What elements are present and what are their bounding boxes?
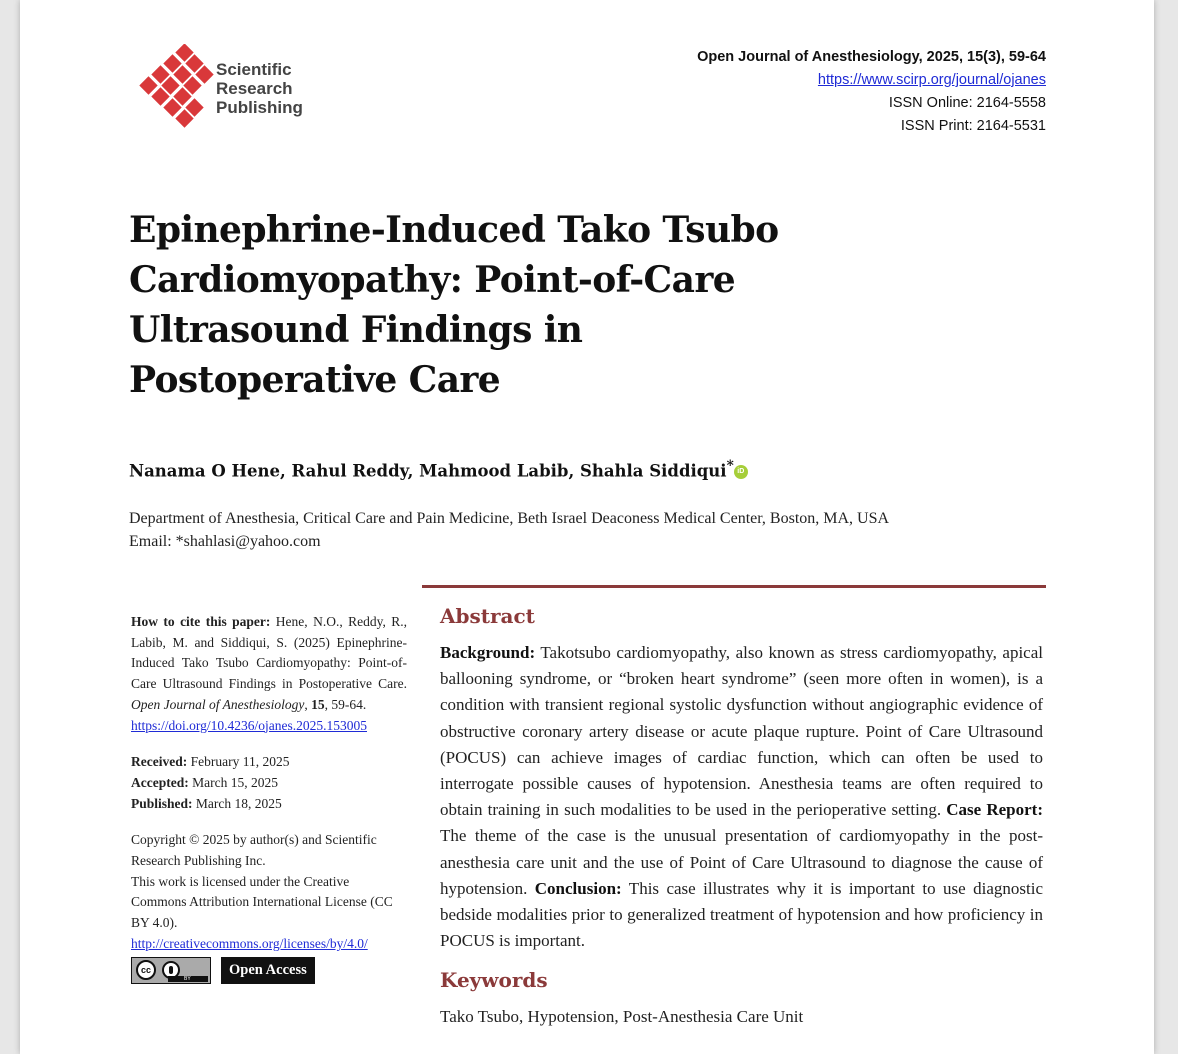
license-text: This work is licensed under the Creative Commons Attribution International License (CC BY 4.0).: [131, 873, 393, 931]
publisher-name: [216, 60, 303, 117]
accepted-label: Accepted:: [131, 774, 189, 790]
publisher-name-line: Research: [216, 79, 293, 98]
affiliation-block: [129, 507, 889, 553]
author-list: [129, 458, 748, 481]
title-line: Postoperative Care: [129, 359, 501, 401]
accepted-date: March 15, 2025: [192, 774, 278, 790]
case-report-text: The theme of the case is the unusual presentation of cardiomyopathy in the post-anesthesia care unit and the use of Point of Care Ultrasound to diagnose the cause of hypotension.: [440, 826, 1043, 898]
cite-label: How to cite this paper:: [131, 614, 271, 629]
author-email: Email: *shahlasi@yahoo.com: [129, 533, 321, 550]
published-label: Published:: [131, 795, 193, 811]
article-sidebar: [131, 612, 407, 1000]
section-divider: [422, 585, 1046, 588]
cc-by-badge[interactable]: [131, 957, 211, 984]
orcid-icon[interactable]: iD: [734, 465, 748, 479]
keywords-text: Tako Tsubo, Hypotension, Post-Anesthesia Care Unit: [440, 1007, 804, 1027]
case-report-label: Case Report:: [946, 800, 1043, 820]
affiliation: Department of Anesthesia, Critical Care and Pain Medicine, Beth Israel Deaconess Medical Center, Boston, MA, USA: [129, 510, 890, 527]
publisher-name-line: Publishing: [216, 98, 303, 117]
accepted-row: [131, 773, 407, 794]
open-access-badge[interactable]: Open Access: [221, 957, 315, 984]
published-row: [131, 794, 407, 815]
title-line: Epinephrine-Induced Tako Tsubo: [129, 209, 779, 251]
license-link[interactable]: http://creativecommons.org/licenses/by/4.0/: [131, 935, 368, 951]
cc-icon: cc: [136, 960, 156, 980]
cite-journal: Open Journal of Anesthesiology: [131, 696, 305, 712]
issn-print: ISSN Print: 2164-5531: [900, 118, 1046, 134]
publisher-logo: [134, 44, 334, 132]
article-title: [129, 205, 849, 405]
conclusion-text: This case illustrates why it is important to use diagnostic bedside modalities prior to generalized treatment of hypotension and how proficiency in POCUS is important.: [440, 878, 1043, 951]
by-label: BY: [168, 976, 208, 982]
conclusion-label: Conclusion:: [534, 878, 622, 898]
publisher-logo-icon: [134, 44, 214, 132]
issn-online: ISSN Online: 2164-5558: [888, 95, 1046, 111]
copyright-text: Copyright © 2025 by author(s) and Scientific Research Publishing Inc.: [131, 832, 377, 869]
abstract-section: [440, 604, 1043, 1030]
background-text: Takotsubo cardiomyopathy, also known as stress cardiomyopathy, apical ballooning syndrome, or “broken heart syndrome” (seen more often in women), is a condition with transient regional systolic dysfunction without angiographic evidence of obstructive coronary artery disease or acute plaque rupture. Point of Care Ultrasound (POCUS) can achieve images of cardiac function, which can often be used to interrogate possible causes of hypotension. Anesthesia teams are often required to obtain training in such modalities to be used in the perioperative setting.: [440, 643, 1043, 820]
published-date: March 18, 2025: [195, 795, 282, 811]
journal-citation: Open Journal of Anesthesiology, 2025, 15(3), 59-64: [697, 49, 1046, 65]
article-dates: [131, 752, 407, 814]
logo-diamonds: [139, 44, 213, 128]
cite-volume: 15: [311, 696, 325, 712]
background-label: Background:: [440, 643, 536, 662]
authors-text: Nanama O Hene, Rahul Reddy, Mahmood Labib, Shahla Siddiqui: [129, 461, 727, 481]
title-line: Cardiomyopathy: Point-of-Care: [129, 259, 736, 301]
cite-pages: , 59-64.: [324, 696, 367, 712]
journal-info: [697, 46, 1046, 138]
corresponding-mark: *: [726, 458, 734, 474]
received-label: Received:: [131, 754, 188, 770]
cite-text: Hene, N.O., Reddy, R., Labib, M. and Siddiqui, S. (2025) Epinephrine-Induced Tako Tsubo Cardiomyopathy: Point-of-Care Ultrasound Findings in Postoperative Care.: [131, 614, 408, 692]
doi-link[interactable]: https://doi.org/10.4236/ojanes.2025.153005: [131, 717, 367, 733]
received-date: February 11, 2025: [190, 754, 290, 770]
journal-url-link[interactable]: https://www.scirp.org/journal/ojanes: [817, 72, 1046, 88]
paper-page: [20, 0, 1154, 1054]
license-block: [131, 830, 407, 983]
title-line: Ultrasound Findings in: [129, 309, 583, 351]
publisher-name-line: Scientific: [216, 60, 292, 79]
cite-separator: ,: [304, 696, 312, 712]
abstract-body: [440, 640, 1043, 954]
license-badges: [131, 957, 407, 984]
received-row: [131, 752, 407, 773]
keywords-heading: Keywords: [440, 968, 548, 993]
abstract-heading: Abstract: [440, 604, 535, 628]
how-to-cite: [131, 612, 407, 736]
